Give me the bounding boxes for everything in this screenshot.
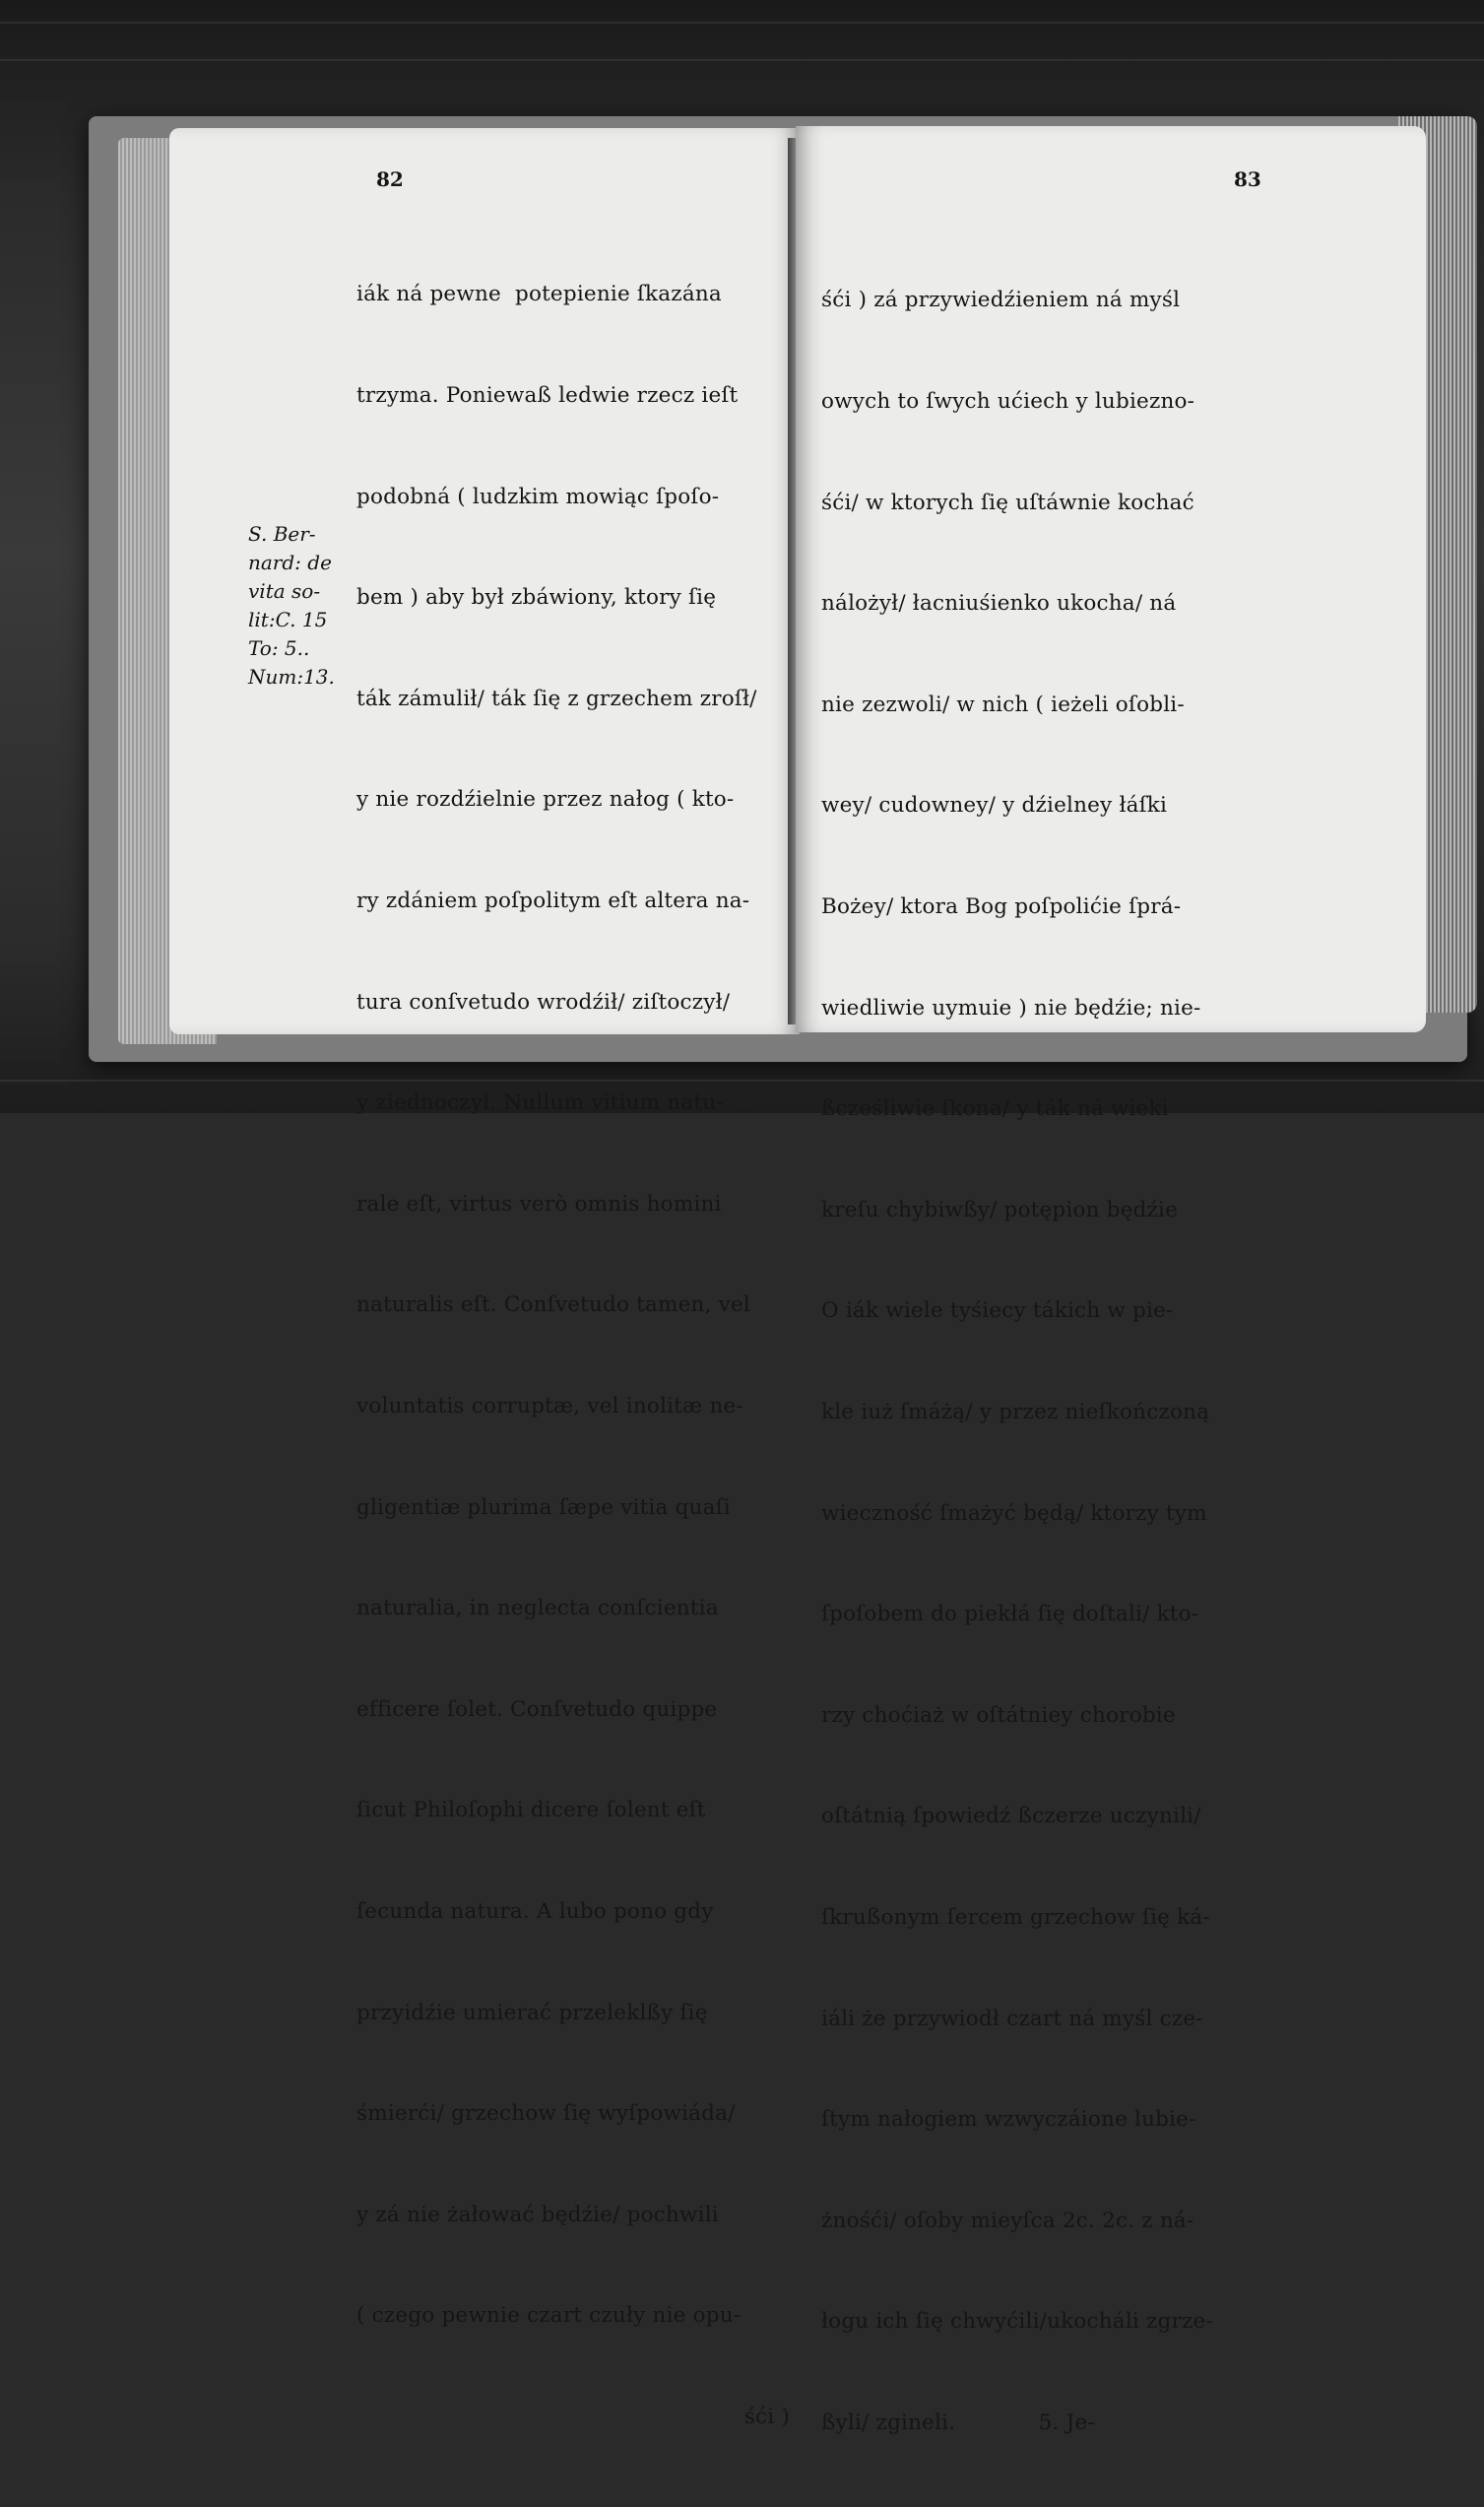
text-line: ſkrußonym ſercem grzechow ſię ká- — [821, 1904, 1210, 1930]
text-line: żnośći/ oſoby mieyſca 2c. 2c. z ná- — [821, 2208, 1194, 2233]
right-page — [796, 126, 1426, 2435]
left-page-text — [356, 211, 790, 2501]
text-line: śći/ w ktorych ſię uſtáwnie kochać — [821, 490, 1194, 515]
text-line: y nie rozdźielnie przez nałog ( kto- — [356, 787, 735, 813]
text-line: owych to ſwych ućiech y lubiezno- — [821, 389, 1195, 414]
text-line: śći ) zá przywiedźieniem ná myśl — [821, 288, 1181, 313]
text-line: ( czego pewnie czart czuły nie opu- — [356, 2303, 742, 2329]
text-line: kreſu chybiwßy/ potępion będźie — [821, 1197, 1179, 1222]
scan-artifact-line — [0, 22, 1484, 24]
text-line: wiedliwie uymuie ) nie będźie; nie- — [821, 995, 1201, 1021]
text-line: kle iuż ſmáżą/ y przez nieſkończoną — [821, 1399, 1210, 1424]
text-line: Bożey/ ktora Bog poſpolićie ſprá- — [821, 893, 1182, 919]
text-line: tura conſvetudo wrodźił/ ziſtoczył/ — [356, 989, 731, 1015]
text-line: trzyma. Poniewaß ledwie rzecz ieſt — [356, 383, 739, 408]
margin-note-line: S. Ber- — [248, 522, 316, 546]
text-line: śći ) — [743, 2404, 790, 2429]
text-line: naturalis eſt. Conſvetudo tamen, vel — [356, 1292, 750, 1318]
page-number-right: 83 — [1234, 167, 1261, 191]
margin-note-line: nard: de — [248, 551, 332, 574]
text-line: oſtátnią ſpowiedź ßczerze uczynili/ — [821, 1804, 1201, 1829]
text-line: ßyli/ zgineli. 5. Je- — [821, 2409, 1095, 2435]
margin-note — [248, 520, 343, 692]
text-line: wieczność ſmażyć będą/ ktorzy tym — [821, 1500, 1207, 1526]
text-line: ſtym nałogiem wzwyczáione lubie- — [821, 2107, 1196, 2133]
page-number-left: 82 — [376, 167, 404, 191]
text-line: ſpoſobem do piekłá ſię doſtali/ kto- — [821, 1602, 1199, 1627]
text-line: iáli że przywiodł czart ná myśl cze- — [821, 2006, 1203, 2031]
text-line: ták zámulił/ ták ſię z grzechem zroſł/ — [356, 686, 757, 711]
text-line: O iák wiele tyśiecy tákich w pie- — [821, 1298, 1174, 1324]
text-line: ßcześliwie ſkona/ y ták ná wieki — [821, 1096, 1169, 1122]
left-page — [169, 128, 800, 2429]
text-line: voluntatis corruptæ, vel inolitæ ne- — [356, 1393, 743, 1418]
text-line: ſicut Philoſophi dicere ſolent eſt — [356, 1798, 706, 1823]
text-line: nálożył/ łacniuśienko ukocha/ ná — [821, 591, 1177, 617]
text-line: gligentiæ plurima ſæpe vitia quaſi — [356, 1494, 731, 1520]
text-line: efficere ſolet. Conſvetudo quippe — [356, 1696, 718, 1722]
text-line: naturalia, in neglecta conſcientia — [356, 1596, 719, 1621]
text-line: przyidźie umierać przeleklßy ſię — [356, 2000, 708, 2025]
text-line: wey/ cudowney/ y dźielney łáſki — [821, 793, 1168, 819]
margin-note-line: lit:C. 15 — [248, 608, 328, 631]
right-page-text — [821, 217, 1255, 2507]
text-line: łogu ich ſię chwyćili/ukocháli zgrze- — [821, 2309, 1213, 2335]
margin-note-line: Num:13. — [248, 665, 335, 689]
text-line: ſecunda natura. A lubo pono gdy — [356, 1898, 714, 1924]
margin-note-line: To: 5.. — [248, 636, 310, 660]
text-line: y ziednoczył. Nullum vitium natu- — [356, 1090, 724, 1116]
text-line: iák ná pewne potepienie ſkazána — [356, 282, 722, 307]
text-line: nie zezwoli/ w nich ( ieżeli oſobli- — [821, 692, 1185, 717]
text-line: ry zdániem poſpolitym eſt altera na- — [356, 888, 750, 913]
text-line: śmierći/ grzechow ſię wyſpowiáda/ — [356, 2101, 736, 2127]
margin-note-line: vita so- — [248, 579, 321, 603]
scan-artifact-line — [0, 59, 1484, 61]
text-line: bem ) aby był zbáwiony, ktory ſię — [356, 585, 717, 611]
text-line: y zá nie żałować będźie/ pochwili — [356, 2202, 719, 2227]
text-line: rale eſt, virtus verò omnis homini — [356, 1191, 722, 1217]
text-line: podobná ( ludzkim mowiąc ſpoſo- — [356, 484, 720, 509]
text-line: rzy choćiaż w oſtátniey chorobie — [821, 1702, 1176, 1728]
